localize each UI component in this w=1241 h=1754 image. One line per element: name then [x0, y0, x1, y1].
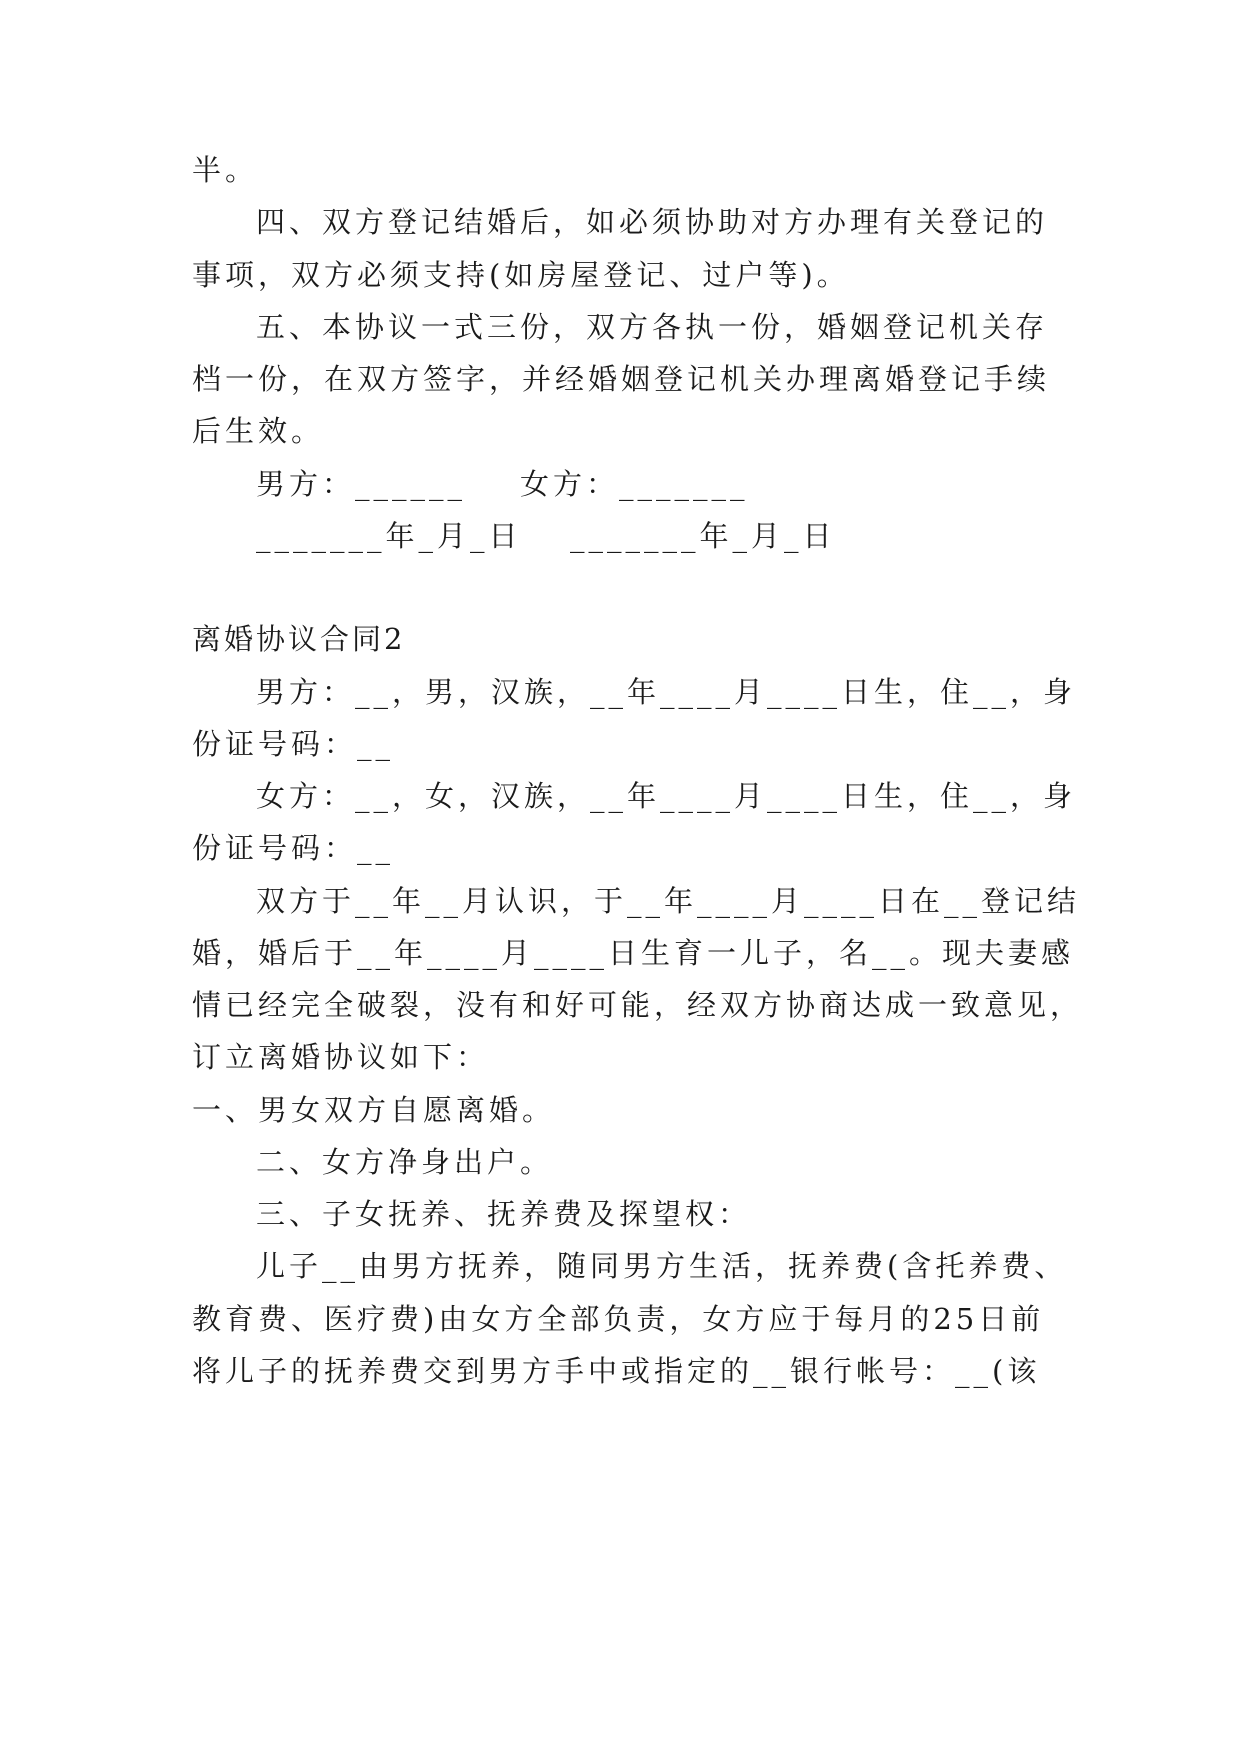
text-line: 档一份，在双方签字，并经婚姻登记机关办理离婚登记手续 [192, 362, 1051, 396]
text-line: 份证号码：__ [192, 727, 395, 761]
text-line: 后生效。 [192, 414, 325, 448]
male-signature: 男方：______ [256, 467, 467, 501]
signature-line [256, 464, 1136, 504]
text-line: 五、本协议一式三份，双方各执一份，婚姻登记机关存 [256, 310, 1049, 344]
text-line: 事项，双方必须支持(如房屋登记、过户等)。 [192, 258, 850, 292]
female-signature-date: _______年_月_日 [570, 519, 836, 553]
section-title: 离婚协议合同2 [192, 622, 406, 656]
male-signature-date: _______年_月_日 [256, 519, 522, 553]
text-line: 一、男女双方自愿离婚。 [192, 1093, 556, 1127]
text-line: 婚，婚后于__年____月____日生育一儿子，名__。现夫妻感 [192, 936, 1075, 970]
text-line: 将儿子的抚养费交到男方手中或指定的__银行帐号：__(该 [192, 1354, 1041, 1388]
female-signature: 女方：_______ [520, 467, 749, 501]
text-line: 订立离婚协议如下： [192, 1040, 490, 1074]
text-line: 儿子__由男方抚养，随同男方生活，抚养费(含托养费、 [256, 1249, 1068, 1283]
signature-date-line [256, 516, 1136, 556]
text-line: 四、双方登记结婚后，如必须协助对方办理有关登记的 [256, 205, 1049, 239]
text-line: 女方：__，女，汉族，__年____月____日生，住__，身 [256, 779, 1077, 813]
text-line: 教育费、医疗费)由女方全部负责，女方应于每月的25日前 [192, 1302, 1045, 1336]
text-line: 双方于__年__月认识，于__年____月____日在__登记结 [256, 884, 1081, 918]
text-line: 半。 [192, 153, 259, 187]
text-line: 情已经完全破裂，没有和好可能，经双方协商达成一致意见， [192, 988, 1084, 1022]
text-line: 份证号码：__ [192, 831, 395, 865]
text-line: 三、子女抚养、抚养费及探望权： [256, 1197, 752, 1231]
text-line: 男方：__，男，汉族，__年____月____日生，住__，身 [256, 675, 1077, 709]
text-line: 二、女方净身出户。 [256, 1145, 554, 1179]
